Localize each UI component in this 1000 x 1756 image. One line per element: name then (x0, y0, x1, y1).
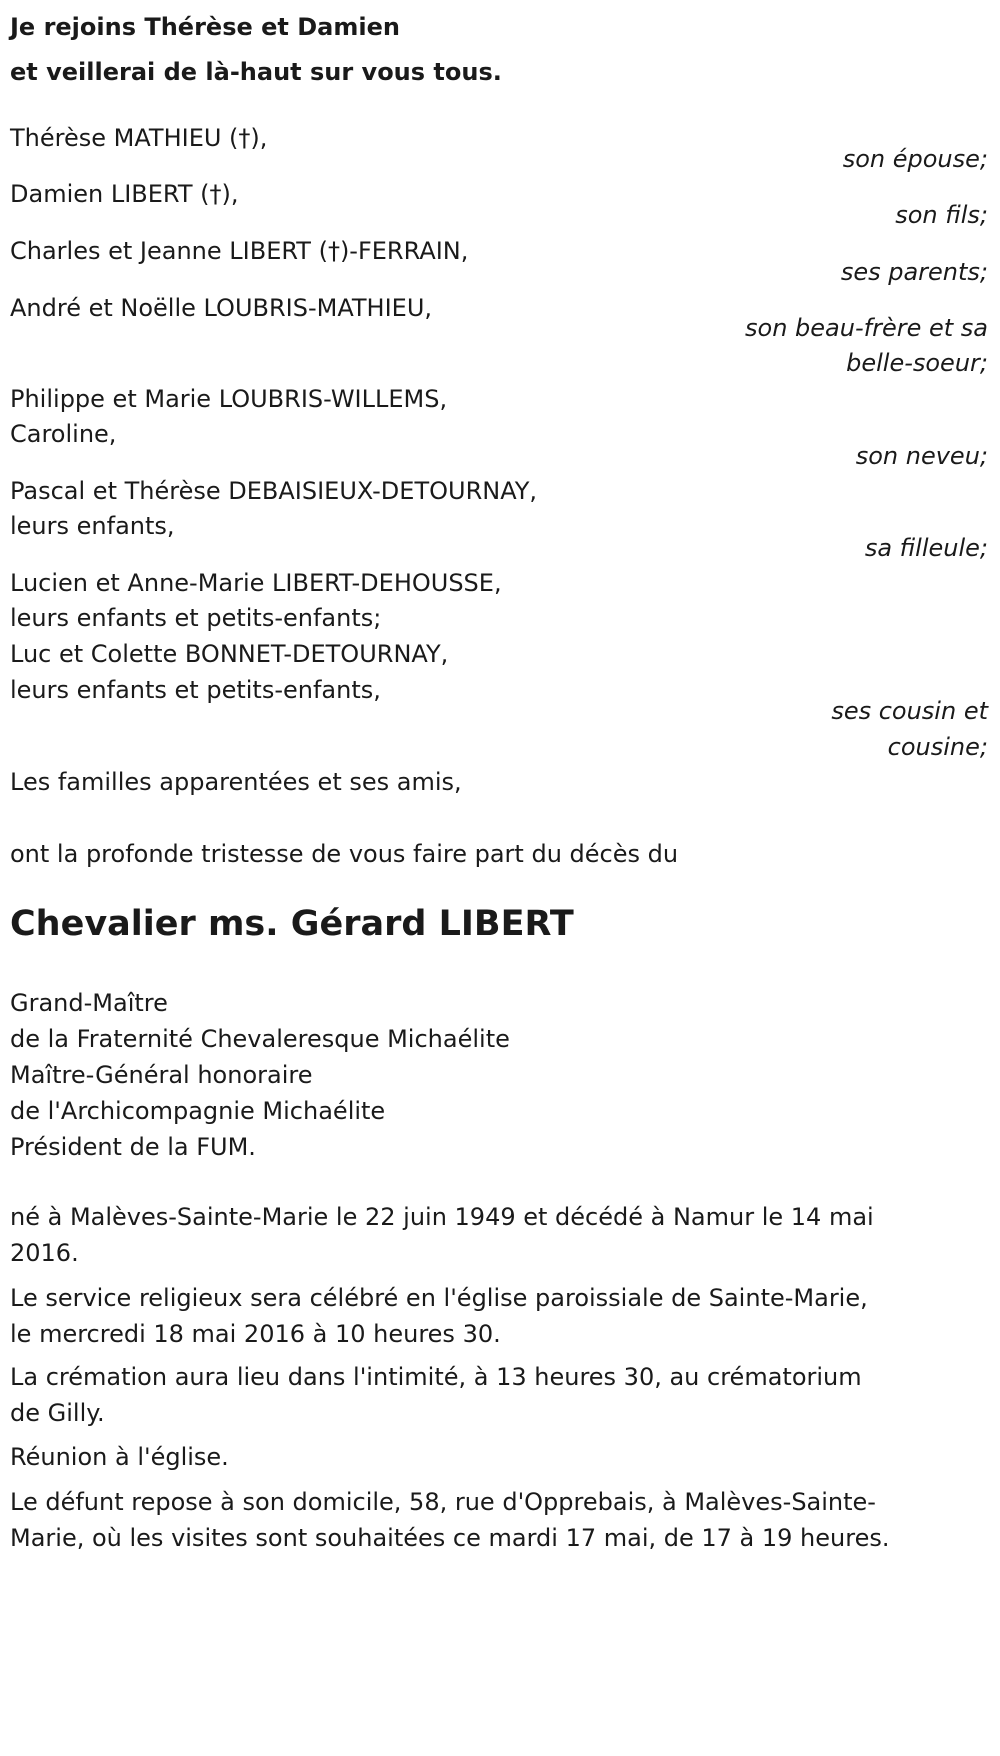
relation-in-law-line-1: son beau-frère et sa (745, 314, 988, 342)
title-line: Président de la FUM. (10, 1133, 256, 1161)
family-luc-children: leurs enfants et petits-enfants, (10, 676, 381, 704)
intro-line-1: Je rejoins Thérèse et Damien (10, 13, 400, 41)
birth-death-details: né à Malèves-Sainte-Marie le 22 juin 1949 et décédé à Namur le 14 mai 2016. (10, 1203, 874, 1267)
family-lucien: Lucien et Anne-Marie LIBERT-DEHOUSSE, (10, 569, 502, 597)
relation-nephew: son neveu; (855, 442, 988, 470)
family-therese: Thérèse MATHIEU (†), (10, 124, 268, 152)
relation-in-law-line-2: belle-soeur; (846, 349, 988, 377)
intro-quote (10, 5, 502, 95)
meeting-details: Réunion à l'église. (10, 1443, 229, 1471)
relation-spouse: son épouse; (842, 145, 988, 173)
service-details: Le service religieux sera célébré en l'église paroissiale de Sainte-Marie, le mercredi 18 mai 2016 à 10 heures 30. (10, 1284, 868, 1348)
cremation-details: La crémation aura lieu dans l'intimité, à 13 heures 30, au crématorium de Gilly. (10, 1363, 862, 1427)
honorific-titles (10, 985, 890, 1165)
relation-parents: ses parents; (840, 258, 988, 286)
family-parents: Charles et Jeanne LIBERT (†)-FERRAIN, (10, 237, 469, 265)
title-line: Maître-Général honoraire (10, 1061, 313, 1089)
title-line: Grand-Maître (10, 989, 168, 1017)
family-pascal-children: leurs enfants, (10, 512, 175, 540)
family-pascal: Pascal et Thérèse DEBAISIEUX-DETOURNAY, (10, 477, 538, 505)
family-luc: Luc et Colette BONNET-DETOURNAY, (10, 640, 449, 668)
family-damien: Damien LIBERT (†), (10, 180, 239, 208)
relation-son: son fils; (895, 201, 988, 229)
family-others: Les familles apparentées et ses amis, (10, 768, 462, 796)
family-lucien-children: leurs enfants et petits-enfants; (10, 604, 382, 632)
relation-cousins-line-2: cousine; (887, 733, 988, 761)
title-line: de la Fraternité Chevaleresque Michaélite (10, 1025, 510, 1053)
intro-line-2: et veillerai de là-haut sur vous tous. (10, 58, 502, 86)
deceased-name: Chevalier ms. Gérard LIBERT (10, 904, 574, 944)
relation-cousins-line-1: ses cousin et (831, 697, 988, 725)
family-philippe: Philippe et Marie LOUBRIS-WILLEMS, (10, 385, 448, 413)
visitation-details: Le défunt repose à son domicile, 58, rue d'Opprebais, à Malèves-Sainte-Marie, où les visites sont souhaitées ce mardi 17 mai, de 17 à 19 heures. (10, 1488, 890, 1552)
family-andre: André et Noëlle LOUBRIS-MATHIEU, (10, 294, 433, 322)
relation-goddaughter: sa filleule; (864, 534, 988, 562)
announcement-text: ont la profonde tristesse de vous faire part du décès du (10, 840, 679, 868)
family-caroline: Caroline, (10, 420, 117, 448)
title-line: de l'Archicompagnie Michaélite (10, 1097, 386, 1125)
